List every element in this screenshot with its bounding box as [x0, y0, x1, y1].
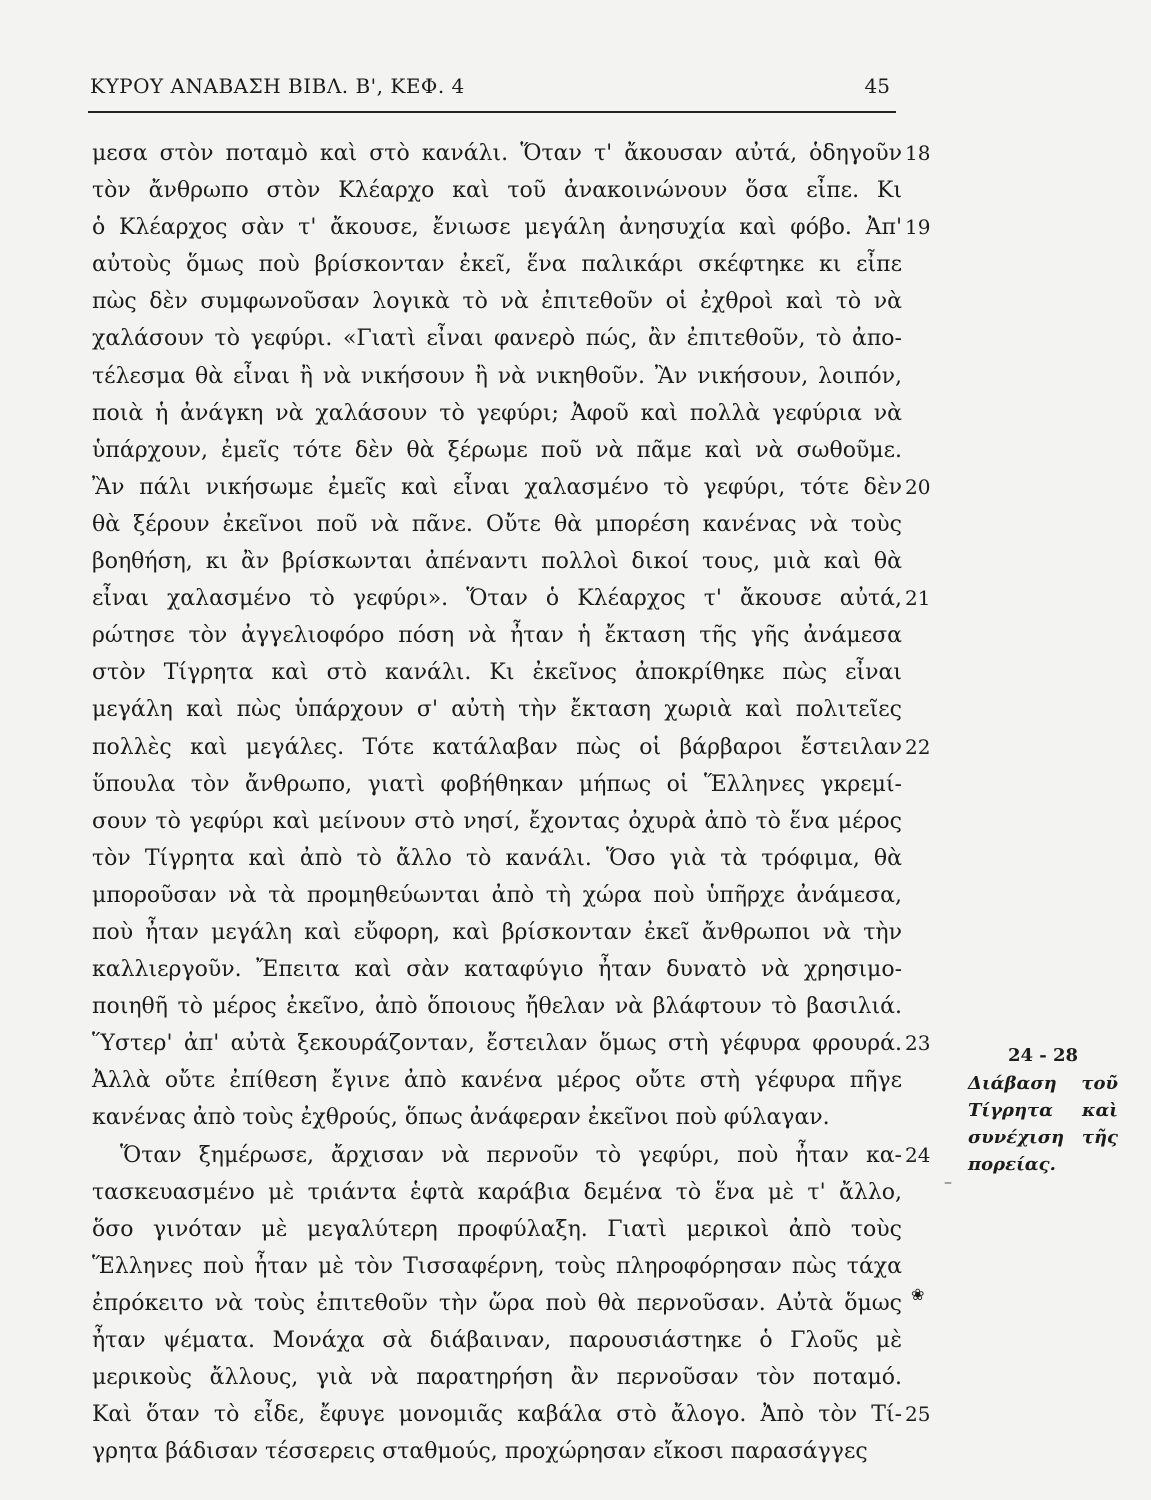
page-number: 45: [864, 74, 890, 98]
section-number: 21: [905, 586, 931, 611]
text-line: ρώτησε τὸν ἀγγελιοφόρο πόση νὰ ἦταν ἡ ἔκταση τῆς γῆς ἀνάμεσα: [92, 623, 902, 649]
text-line: Καὶ ὅταν τὸ εἶδε, ἔφυγε μονομιᾶς καβάλα στὸ ἄλογο. Ἀπὸ τὸν Τί-: [92, 1402, 902, 1428]
text-line: ποιὰ ἡ ἀνάγκη νὰ χαλάσουν τὸ γεφύρι; Ἀφοῦ καὶ πολλὰ γεφύρια νὰ: [92, 400, 902, 426]
text-line: μεγάλη καὶ πὼς ὑπάρχουν σ' αὐτὴ τὴν ἔκταση χωριὰ καὶ πολιτεῖες: [92, 697, 902, 723]
text-line: ἐπρόκειτο νὰ τοὺς ἐπιτεθοῦν τὴν ὥρα ποὺ θὰ περνοῦσαν. Αὐτὰ ὅμως: [92, 1290, 902, 1316]
section-number: 23: [905, 1031, 931, 1056]
text-line: ὅσο γινόταν μὲ μεγαλύτερη προφύλαξη. Γιατὶ μερικοὶ ἀπὸ τοὺς: [92, 1216, 902, 1242]
side-note-line: Τίγρητα καὶ: [968, 1100, 1118, 1121]
side-note-range: 24 - 28: [1007, 1045, 1079, 1066]
section-number: 25: [905, 1402, 931, 1427]
text-line: μποροῦσαν νὰ τὰ προμηθεύωνται ἀπὸ τὴ χώρα ποὺ ὑπῆρχε ἀνάμεσα,: [92, 882, 902, 908]
text-line: σουν τὸ γεφύρι καὶ μείνουν στὸ νησί, ἔχοντας ὀχυρὰ ἀπὸ τὸ ἕνα μέρος: [92, 808, 902, 834]
text-line: τὸν Τίγρητα καὶ ἀπὸ τὸ ἄλλο τὸ κανάλι. Ὅσο γιὰ τὰ τρόφιμα, θὰ: [92, 845, 902, 871]
text-line: στὸν Τίγρητα καὶ στὸ κανάλι. Κι ἐκεῖνος ἀποκρίθηκε πὼς εἶναι: [92, 660, 902, 686]
text-line: αὐτοὺς ὅμως ποὺ βρίσκονταν ἐκεῖ, ἕνα παλικάρι σκέφτηκε κι εἶπε: [92, 252, 902, 278]
text-line: μερικοὺς ἄλλους, γιὰ νὰ παρατηρήση ἂν περνοῦσαν τὸν ποταμό.: [92, 1365, 902, 1391]
text-line: γρητα βάδισαν τέσσερεις σταθμούς, προχώρησαν εἴκοσι παρασάγγες: [92, 1439, 868, 1465]
section-number: 22: [905, 734, 931, 759]
section-number: 19: [905, 215, 931, 240]
text-line: τὸν ἄνθρωπο στὸν Κλέαρχο καὶ τοῦ ἀνακοινώνουν ὅσα εἶπε. Κι: [92, 178, 902, 204]
text-line: ὁ Κλέαρχος σὰν τ' ἄκουσε, ἔνιωσε μεγάλη ἀνησυχία καὶ φόβο. Ἀπ': [92, 215, 902, 241]
section-number: 24: [905, 1142, 931, 1167]
text-line: θὰ ξέρουν ἐκεῖνοι ποῦ νὰ πᾶνε. Οὔτε θὰ μπορέση κανένας νὰ τοὺς: [92, 511, 902, 537]
text-line: ἦταν ψέματα. Μονάχα σὰ διάβαιναν, παρουσιάστηκε ὁ Γλοῦς μὲ: [92, 1328, 902, 1353]
header-rule: [88, 111, 896, 113]
text-line: μεσα στὸν ποταμὸ καὶ στὸ κανάλι. Ὅταν τ' ἄκουσαν αὐτά, ὁδηγοῦν: [92, 141, 902, 166]
text-line: ὑπάρχουν, ἐμεῖς τότε δὲν θὰ ξέρωμε ποῦ νὰ πᾶμε καὶ νὰ σωθοῦμε.: [92, 437, 902, 463]
side-note-line: συνέχιση τῆς: [968, 1127, 1118, 1148]
text-line: καλλιεργοῦν. Ἔπειτα καὶ σὰν καταφύγιο ἦταν δυνατὸ νὰ χρησιμο-: [92, 957, 902, 983]
text-line: βοηθήση, κι ἂν βρίσκωνται ἀπέναντι πολλοὶ δικοί τους, μιὰ καὶ θὰ: [92, 549, 902, 575]
text-line: πολλὲς καὶ μεγάλες. Τότε κατάλαβαν πὼς οἱ βάρβαροι ἔστειλαν: [92, 734, 902, 760]
side-note: [968, 1042, 1118, 1178]
text-line: Ἕλληνες ποὺ ἦταν μὲ τὸν Τισσαφέρνη, τοὺς πληροφόρησαν πὼς τάχα: [92, 1253, 902, 1279]
text-line: Ἂν πάλι νικήσωμε ἐμεῖς καὶ εἶναι χαλασμένο τὸ γεφύρι, τότε δὲν: [92, 474, 902, 500]
text-line: πὼς δὲν συμφωνοῦσαν λογικὰ τὸ νὰ ἐπιτεθοῦν οἱ ἐχθροὶ καὶ τὸ νὰ: [92, 289, 902, 315]
text-line: τασκευασμένο μὲ τριάντα ἑφτὰ καράβια δεμένα τὸ ἕνα μὲ τ' ἄλλο,: [92, 1179, 902, 1205]
text-line: ποὺ ἦταν μεγάλη καὶ εὔφορη, καὶ βρίσκονταν ἐκεῖ ἄνθρωποι νὰ τὴν: [92, 919, 902, 945]
text-line: χαλάσουν τὸ γεφύρι. «Γιατὶ εἶναι φανερὸ πώς, ἂν ἐπιτεθοῦν, τὸ ἀπο-: [92, 326, 902, 352]
text-line: Ὅταν ξημέρωσε, ἄρχισαν νὰ περνοῦν τὸ γεφύρι, ποὺ ἦταν κα-: [120, 1142, 902, 1168]
text-line: τέλεσμα θὰ εἶναι ἢ νὰ νικήσουν ἢ νὰ νικηθοῦν. Ἂν νικήσουν, λοιπόν,: [92, 363, 902, 389]
section-number: 20: [905, 474, 931, 499]
text-line: Ἀλλὰ οὔτε ἐπίθεση ἔγινε ἀπὸ κανένα μέρος οὔτε στὴ γέφυρα πῆγε: [92, 1068, 902, 1094]
text-line: ὕπουλα τὸν ἄνθρωπο, γιατὶ φοβήθηκαν μήπως οἱ Ἕλληνες γκρεμί-: [92, 771, 902, 797]
section-number: 18: [905, 141, 931, 165]
body-text: [92, 135, 902, 1470]
text-line: εἶναι χαλασμένο τὸ γεφύρι». Ὅταν ὁ Κλέαρχος τ' ἄκουσε αὐτά,: [92, 586, 902, 612]
text-line: κανένας ἀπὸ τοὺς ἐχθρούς, ὅπως ἀνάφεραν ἐκεῖνοι ποὺ φύλαγαν.: [92, 1105, 830, 1131]
running-header: [90, 74, 890, 102]
running-title: ΚΥΡΟΥ ΑΝΑΒΑΣΗ ΒΙΒΛ. Β', ΚΕΦ. 4: [90, 74, 465, 98]
side-note-line: Διάβαση τοῦ: [968, 1073, 1118, 1094]
margin-dash: –: [944, 1172, 952, 1191]
ornament-mark: ❀: [911, 1285, 925, 1304]
side-note-line: πορείας.: [968, 1154, 1056, 1175]
text-line: Ὕστερ' ἀπ' αὐτὰ ξεκουράζονταν, ἔστειλαν ὅμως στὴ γέφυρα φρουρά.: [92, 1031, 902, 1057]
text-line: ποιηθῆ τὸ μέρος ἐκεῖνο, ἀπὸ ὅποιους ἤθελαν νὰ βλάφτουν τὸ βασιλιά.: [92, 994, 902, 1020]
